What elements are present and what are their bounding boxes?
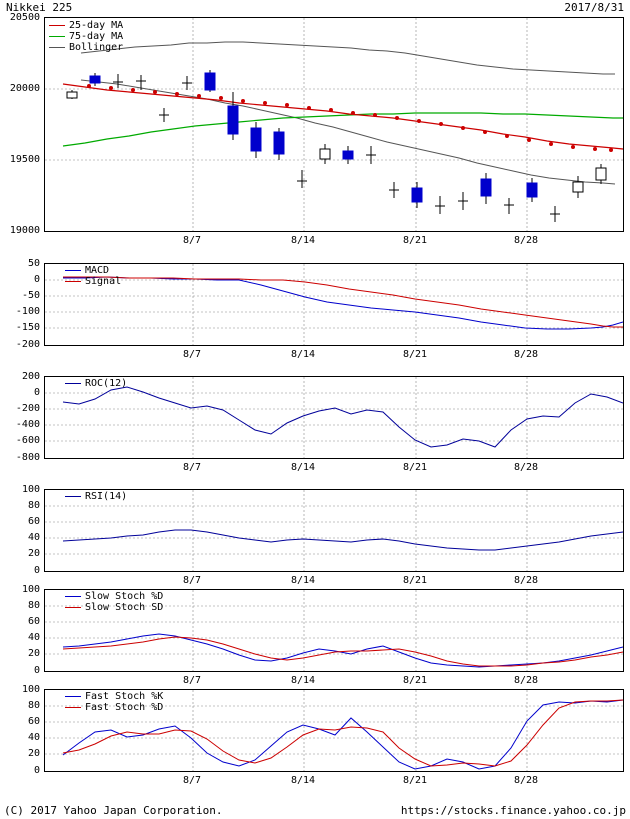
slow-xtick-2: 8/21 [402, 675, 428, 686]
legend-line-signal [65, 281, 81, 282]
macd-ytick--100: -100 [15, 306, 40, 317]
chart-header [0, 0, 630, 16]
macd-plot [45, 264, 623, 345]
roc-ytick--800: -800 [15, 452, 40, 463]
legend-label-ma75: 75-day MA [69, 31, 124, 42]
legend-label-slow-d: Slow Stoch %D [85, 591, 164, 602]
legend-line-ma75 [49, 36, 65, 37]
rsi-ytick-20: 20 [27, 548, 40, 559]
fast-ytick-100: 100 [21, 684, 40, 695]
slow-xtick-3: 8/28 [513, 675, 539, 686]
legend-line-fast-d [65, 707, 81, 708]
fast-xtick-1: 8/14 [290, 775, 316, 786]
macd-xtick-3: 8/28 [513, 349, 539, 360]
fast-ytick-20: 20 [27, 748, 40, 759]
price-xtick-3: 8/28 [513, 235, 539, 246]
rsi-ytick-60: 60 [27, 516, 40, 527]
price-panel [44, 17, 624, 232]
legend-label-ma25: 25-day MA [69, 20, 124, 31]
slow-ytick-40: 40 [27, 632, 40, 643]
slow-xtick-1: 8/14 [290, 675, 316, 686]
copyright-text: (C) 2017 Yahoo Japan Corporation. [4, 804, 223, 817]
legend-line-slow-d [65, 596, 81, 597]
legend-label-fast-d: Fast Stoch %D [85, 702, 164, 713]
fast-xtick-2: 8/21 [402, 775, 428, 786]
legend-line-rsi [65, 496, 81, 497]
legend-label-signal: Signal [85, 276, 122, 287]
fast-ytick-80: 80 [27, 700, 40, 711]
macd-ytick--200: -200 [15, 339, 40, 350]
legend-label-macd: MACD [85, 265, 110, 276]
rsi-xtick-3: 8/28 [513, 575, 539, 586]
macd-panel [44, 263, 624, 346]
roc-ytick-200: 200 [21, 371, 40, 382]
legend-line-fast-k [65, 696, 81, 697]
fast-stoch-legend [65, 691, 163, 713]
macd-ytick--50: -50 [21, 290, 40, 301]
roc-xtick-1: 8/14 [290, 462, 316, 473]
slow-ytick-20: 20 [27, 648, 40, 659]
macd-xtick-0: 8/7 [182, 349, 202, 360]
roc-xtick-0: 8/7 [182, 462, 202, 473]
rsi-ytick-0: 0 [33, 565, 40, 576]
source-url: https://stocks.finance.yahoo.co.jp [400, 804, 626, 817]
legend-line-roc [65, 383, 81, 384]
fast-xtick-0: 8/7 [182, 775, 202, 786]
macd-ytick--150: -150 [15, 322, 40, 333]
slow-xtick-0: 8/7 [182, 675, 202, 686]
rsi-panel [44, 489, 624, 572]
roc-ytick--200: -200 [15, 403, 40, 414]
macd-xtick-1: 8/14 [290, 349, 316, 360]
rsi-ytick-40: 40 [27, 532, 40, 543]
fast-ytick-40: 40 [27, 732, 40, 743]
price-ytick-20500: 20500 [9, 12, 40, 23]
rsi-ytick-100: 100 [21, 484, 40, 495]
slow-ytick-0: 0 [33, 665, 40, 676]
legend-label-bollinger: Bollinger [69, 42, 124, 53]
price-ytick-20000: 20000 [9, 83, 40, 94]
roc-ytick-0: 0 [33, 387, 40, 398]
slow-ytick-100: 100 [21, 584, 40, 595]
roc-legend [65, 378, 127, 389]
macd-ytick-0: 0 [33, 274, 40, 285]
legend-line-macd [65, 270, 81, 271]
page-title: Nikkei 225 [6, 1, 73, 14]
legend-line-bollinger [49, 47, 65, 48]
rsi-legend [65, 491, 127, 502]
rsi-xtick-1: 8/14 [290, 575, 316, 586]
slow-stoch-panel [44, 589, 624, 672]
rsi-ytick-80: 80 [27, 500, 40, 511]
rsi-plot [45, 490, 623, 571]
fast-ytick-60: 60 [27, 716, 40, 727]
chart-footer [0, 804, 630, 818]
macd-ytick-50: 50 [27, 258, 40, 269]
roc-xtick-2: 8/21 [402, 462, 428, 473]
fast-stoch-panel [44, 689, 624, 772]
roc-ytick--600: -600 [15, 435, 40, 446]
fast-ytick-0: 0 [33, 765, 40, 776]
price-xtick-0: 8/7 [182, 235, 202, 246]
legend-line-slow-sd [65, 607, 81, 608]
legend-label-slow-sd: Slow Stoch SD [85, 602, 164, 613]
rsi-xtick-0: 8/7 [182, 575, 202, 586]
roc-ytick--400: -400 [15, 419, 40, 430]
legend-label-roc: ROC(12) [85, 378, 128, 389]
slow-ytick-80: 80 [27, 600, 40, 611]
chart-date: 2017/8/31 [564, 1, 624, 14]
roc-xtick-3: 8/28 [513, 462, 539, 473]
price-legend [49, 20, 123, 53]
price-xtick-1: 8/14 [290, 235, 316, 246]
macd-legend [65, 265, 121, 287]
roc-panel [44, 376, 624, 459]
fast-xtick-3: 8/28 [513, 775, 539, 786]
price-xtick-2: 8/21 [402, 235, 428, 246]
price-plot [45, 18, 623, 231]
slow-ytick-60: 60 [27, 616, 40, 627]
legend-label-rsi: RSI(14) [85, 491, 128, 502]
slow-stoch-legend [65, 591, 163, 613]
roc-plot [45, 377, 623, 458]
legend-label-fast-k: Fast Stoch %K [85, 691, 164, 702]
price-ytick-19000: 19000 [9, 225, 40, 236]
price-ytick-19500: 19500 [9, 154, 40, 165]
rsi-xtick-2: 8/21 [402, 575, 428, 586]
macd-xtick-2: 8/21 [402, 349, 428, 360]
legend-line-ma25 [49, 25, 65, 26]
